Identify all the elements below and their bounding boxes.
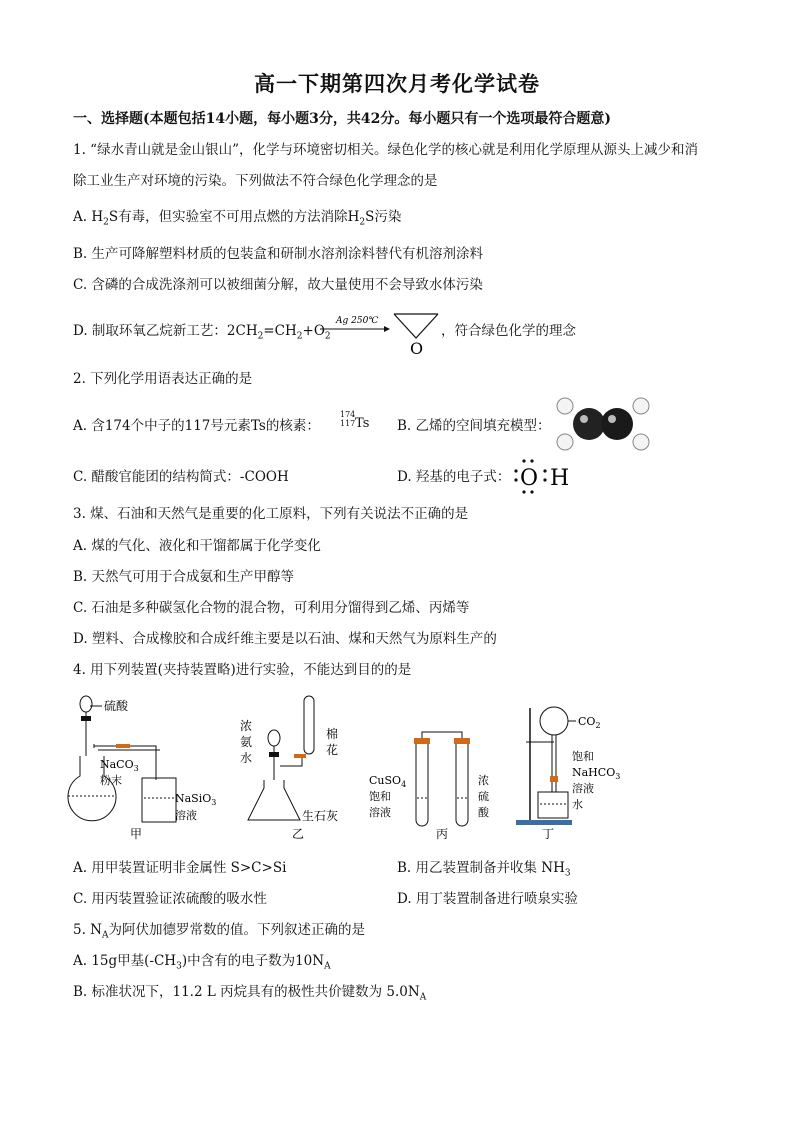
q1-option-b: B. 生产可降解塑料材质的包装盒和研制水溶剂涂料替代有机溶剂涂料 xyxy=(73,246,484,262)
q2-option-c: C. 醋酸官能团的结构简式：-COOH xyxy=(73,469,289,485)
q1-option-d-tail: ，符合绿色化学的理念 xyxy=(441,323,576,339)
svg-text:溶液: 溶液 xyxy=(572,782,594,795)
q4-option-b: B. 用乙装置制备并收集 $NH_3$ xyxy=(397,860,571,879)
q4-option-c: C. 用丙装置验证浓硫酸的吸水性 xyxy=(73,891,267,907)
svg-text:NaHCO3: NaHCO$_3$ xyxy=(572,766,621,781)
epoxide-oxygen: O xyxy=(410,339,424,356)
svg-text:NaCO3: NaCO$_3$ xyxy=(100,758,139,773)
apparatus-ding xyxy=(516,707,620,841)
yi-label: 乙 xyxy=(292,827,305,841)
svg-text:硫: 硫 xyxy=(478,790,489,803)
page-title: 高一下期第四次月考化学试卷 xyxy=(254,71,540,96)
q2-option-a: A. 含174个中子的117号元素Ts的核素： xyxy=(73,418,320,434)
q3-option-c: C. 石油是多种碳氢化合物的混合物，可利用分馏得到乙烯、丙烯等 xyxy=(73,600,470,616)
svg-text:水: 水 xyxy=(572,798,583,811)
q1-stem-line1: 1. “绿水青山就是金山银山”，化学与环境密切相关。绿色化学的核心就是利用化学原理从源头上减少和消 xyxy=(73,142,698,158)
svg-text:饱和: 饱和 xyxy=(369,790,391,803)
reaction-arrow xyxy=(318,312,390,340)
q4-option-d: D. 用丁装置制备进行喷泉实验 xyxy=(397,891,578,907)
svg-text:溶液: 溶液 xyxy=(175,809,197,822)
q4-stem: 4. 用下列装置(夹持装置略)进行实验，不能达到目的的是 xyxy=(73,662,412,678)
reaction-condition: Ag 250℃ xyxy=(336,316,379,326)
svg-text:花: 花 xyxy=(326,743,339,757)
q1-option-a: A. $H_2S$有毒，但实验室不可用点燃的方法消除$H_2S$污染 xyxy=(73,209,402,228)
svg-text:CuSO4: CuSO$_4$ xyxy=(369,774,407,789)
svg-text:生石灰: 生石灰 xyxy=(302,809,339,823)
q3-stem: 3. 煤、石油和天然气是重要的化工原料，下列有关说法不正确的是 xyxy=(73,506,469,522)
svg-text:CO2: $CO_2$ xyxy=(578,715,601,730)
jia-label: 甲 xyxy=(130,827,143,841)
apparatus-figure xyxy=(64,688,714,848)
apparatus-bing xyxy=(369,732,490,841)
svg-text:水: 水 xyxy=(240,751,253,765)
ding-label: 丁 xyxy=(542,827,555,841)
svg-text:氨: 氨 xyxy=(240,735,253,749)
q1-option-d: D. 制取环氧乙烷新工艺：$2CH_2=CH_2+O_2$ xyxy=(73,323,331,342)
q2-option-d: D. 羟基的电子式： xyxy=(397,469,511,485)
hydrogen-symbol: H xyxy=(550,466,570,491)
svg-text:粉末: 粉末 xyxy=(100,774,122,787)
q5-option-b: B. 标准状况下，11.2 L 丙烷具有的极性共价键数为 $5.0N_A$ xyxy=(73,984,427,1003)
svg-text:饱和: 饱和 xyxy=(572,750,594,763)
apparatus-yi xyxy=(240,696,338,841)
svg-text:浓: 浓 xyxy=(478,774,489,787)
hydroxyl-electron-formula xyxy=(508,456,578,496)
svg-text:溶液: 溶液 xyxy=(369,806,391,819)
bing-label: 丙 xyxy=(436,827,449,841)
q5-option-a: A. 15g甲基$(-CH_3)$中含有的电子数为$10N_A$ xyxy=(73,953,331,972)
q4-option-a: A. 用甲装置证明非金属性 S>C>Si xyxy=(73,860,287,876)
q2-option-b: B. 乙烯的空间填充模型： xyxy=(397,418,551,434)
svg-text:NaSiO3: NaSiO$_3$ xyxy=(175,792,217,807)
svg-text:棉: 棉 xyxy=(326,727,339,741)
epoxide-ring xyxy=(388,306,444,356)
nuclide-notation: 174 117 xyxy=(340,410,356,428)
q3-option-b: B. 天然气可用于合成氨和生产甲醇等 xyxy=(73,569,295,585)
oxygen-symbol: O xyxy=(520,466,539,491)
q5-stem: 5. $N_A$为阿伏加德罗常数的值。下列叙述正确的是 xyxy=(73,922,365,941)
ethylene-model xyxy=(553,394,653,454)
svg-text:浓: 浓 xyxy=(240,719,253,733)
svg-text:酸: 酸 xyxy=(478,806,489,819)
q2-stem: 2. 下列化学用语表达正确的是 xyxy=(73,371,253,387)
section-heading: 一、选择题(本题包括14小题，每小题3分，共42分。每小题只有一个选项最符合题意) xyxy=(73,111,611,127)
q3-option-d: D. 塑料、合成橡胶和合成纤维主要是以石油、煤和天然气为原料生产的 xyxy=(73,631,497,647)
nuclide-symbol: Ts xyxy=(355,416,370,431)
q1-stem-line2: 除工业生产对环境的污染。下列做法不符合绿色化学理念的是 xyxy=(73,173,438,189)
jia-acid-label: 硫酸 xyxy=(104,699,129,713)
q1-option-c: C. 含磷的合成洗涤剂可以被细菌分解，故大量使用不会导致水体污染 xyxy=(73,277,483,293)
apparatus-jia xyxy=(68,696,216,841)
q3-option-a: A. 煤的气化、液化和干馏都属于化学变化 xyxy=(73,538,321,554)
